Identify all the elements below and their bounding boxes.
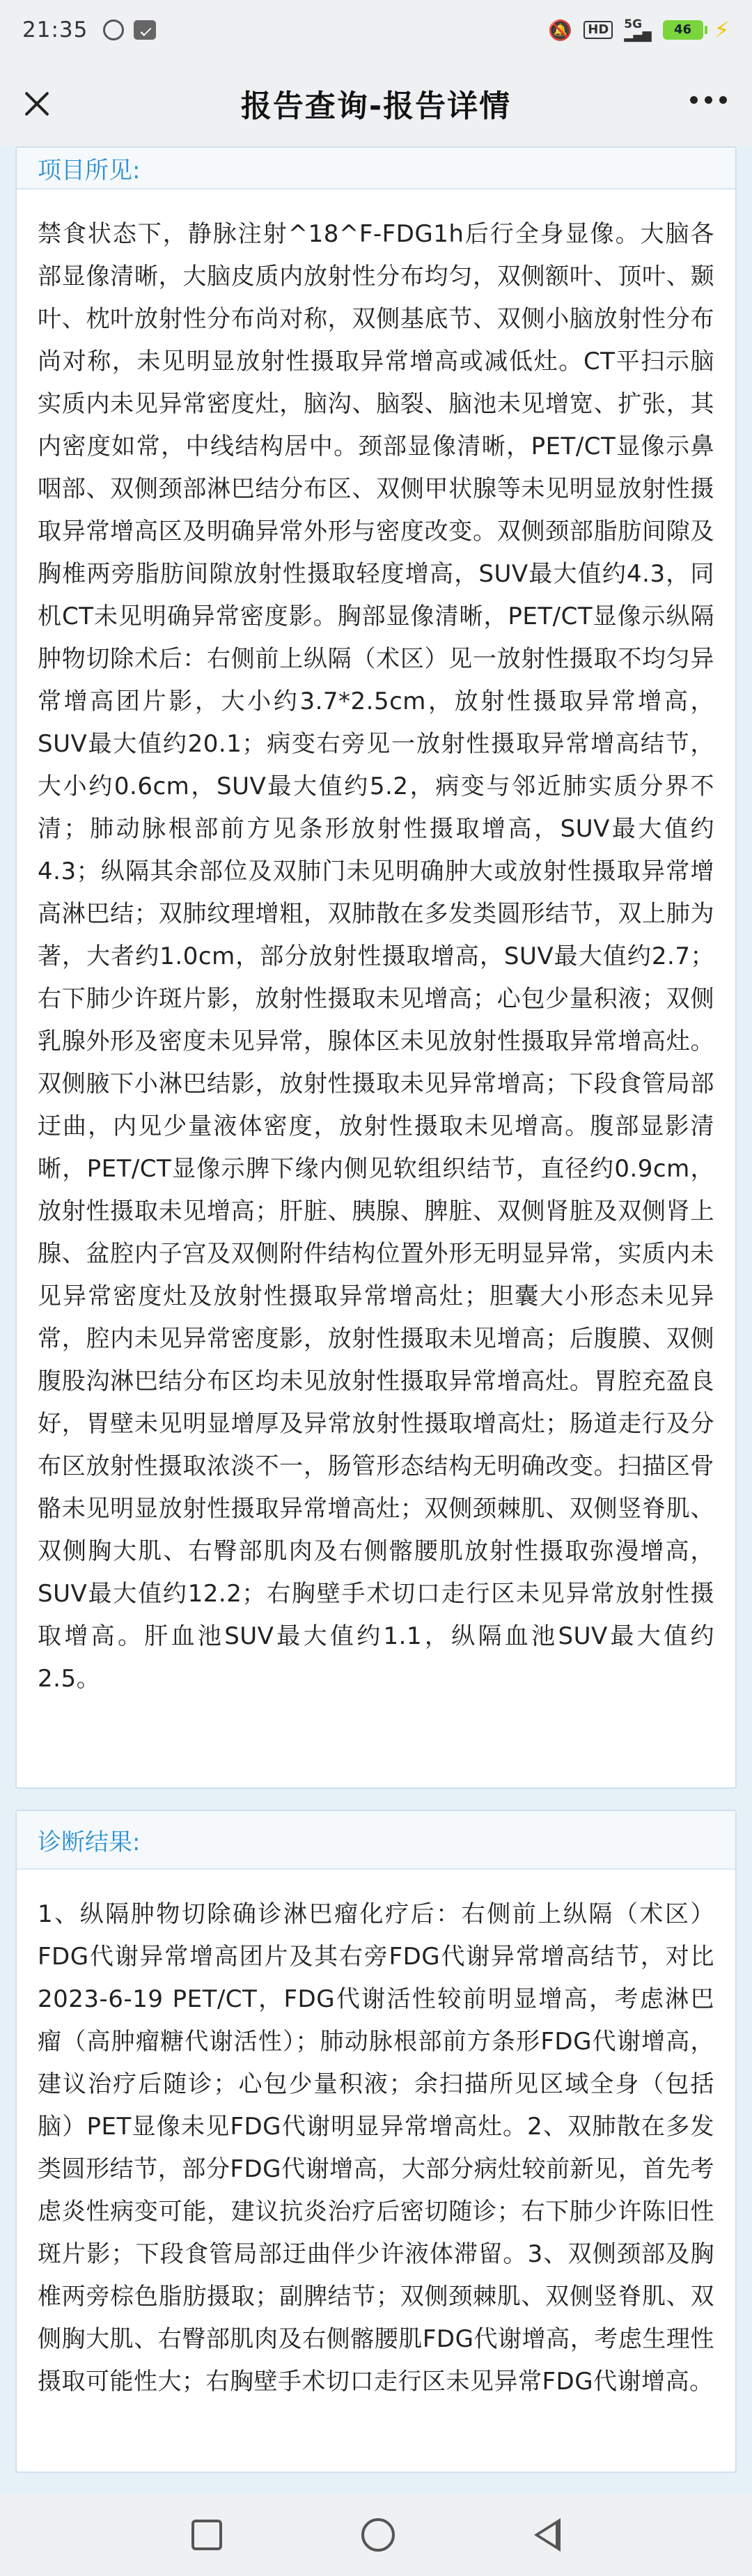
title-bar — [0, 60, 752, 146]
diagnosis-heading: 诊断结果: — [17, 1811, 735, 1870]
status-bar — [0, 0, 752, 60]
hd-icon: HD — [583, 21, 613, 39]
network-label: 5G — [624, 17, 643, 31]
more-dot — [705, 96, 712, 104]
notification-icons — [103, 20, 156, 40]
chat-bubble-icon — [103, 20, 124, 40]
page-title: 报告查询-报告详情 — [240, 88, 512, 124]
findings-text: 禁食状态下，静脉注射^18^F-FDG1h后行全身显像。大脑各部显像清晰，大脑皮质内放射性分布均匀，双侧额叶、顶叶、颞叶、枕叶放射性分布尚对称，双侧基底节、双侧小脑放射性分布尚对称，未见明显放射性摄取异常增高或减低灶。CT平扫示脑实质内未见异常密度灶，脑沟、脑裂、脑池未见增宽、扩张，其内密度如常，中线结构居中。颈部显像清晰，PET/CT显像示鼻咽部、双侧颈部淋巴结分布区、双侧甲状腺等未见明显放射性摄取异常增高区及明确异常外形与密度改变。双侧颈部脂肪间隙及胸椎两旁脂肪间隙放射性摄取轻度增高，SUV最大值约4.3，同机CT未见明确异常密度影。胸部显像清晰，PET/CT显像示纵隔肿物切除术后：右侧前上纵隔（术区）见一放射性摄取不均匀异常增高团片影，大小约3.7*2.5cm，放射性摄取异常增高，SUV最大值约20.1；病变右旁见一放射性摄取异常增高结节，大小约0.6cm，SUV最大值约5.2，病变与邻近肺实质分界不清；肺动脉根部前方见条形放射性摄取增高，SUV最大值约4.3；纵隔其余部位及双肺门未见明确肿大或放射性摄取异常增高淋巴结；双肺纹理增粗，双肺散在多发类圆形结节，双上肺为著，大者约1.0cm，部分放射性摄取增高，SUV最大值约2.7；右下肺少许斑片影，放射性摄取未见增高；心包少量积液；双侧乳腺外形及密度未见异常，腺体区未见放射性摄取异常增高灶。双侧腋下小淋巴结影，放射性摄取未见异常增高；下段食管局部迂曲，内见少量液体密度，放射性摄取未见增高。腹部显影清晰，PET/CT显像示脾下缘内侧见软组织结节，直径约0.9cm，放射性摄取未见增高；肝脏、胰腺、脾脏、双侧肾脏及双侧肾上腺、盆腔内子宫及双侧附件结构位置外形无明显异常，实质内未见异常密度灶及放射性摄取异常增高灶；胆囊大小形态未见异常，腔内未见异常密度影，放射性摄取未见增高；后腹膜、双侧腹股沟淋巴结分布区均未见放射性摄取异常增高灶。胃腔充盈良好，胃壁未见明显增厚及异常放射性摄取增高灶；肠道走行及分布区放射性摄取浓淡不一，肠管形态结构无明确改变。扫描区骨骼未见明显放射性摄取异常增高灶；双侧颈棘肌、双侧竖脊肌、双侧胸大肌、右臀部肌肉及右侧髂腰肌放射性摄取弥漫增高，SUV最大值约12.2；右胸壁手术切口走行区未见异常放射性摄取增高。肝血池SUV最大值约1.1，纵隔血池SUV最大值约2.5。 — [38, 220, 714, 1693]
home-button[interactable] — [361, 2518, 395, 2552]
mute-icon: 🔕 — [548, 18, 573, 42]
status-time: 21:35 — [22, 17, 88, 42]
navigation-bar — [0, 2494, 752, 2576]
signal-bars-icon: ▂▄▆ — [624, 29, 652, 42]
diagnosis-card — [15, 1810, 737, 2473]
status-right — [548, 17, 730, 43]
close-icon[interactable] — [19, 86, 54, 121]
back-button[interactable] — [534, 2518, 561, 2552]
more-options-icon[interactable] — [690, 96, 727, 104]
charging-icon: ⚡ — [714, 17, 730, 43]
findings-heading: 项目所见: — [17, 148, 735, 189]
signal-icon — [624, 19, 651, 41]
battery-icon: 46 — [663, 20, 703, 40]
findings-card — [15, 146, 737, 1789]
more-dot — [690, 96, 698, 104]
diagnosis-text: 1、纵隔肿物切除确诊淋巴瘤化疗后：右侧前上纵隔（术区）FDG代谢异常增高团片及其右旁FDG代谢异常增高结节，对比2023-6-19 PET/CT，FDG代谢活性较前明显增高，考虑淋巴瘤（高肿瘤糖代谢活性）；肺动脉根部前方条形FDG代谢增高，建议治疗后随诊；心包少量积液；余扫描所见区域全身（包括脑）PET显像未见FDG代谢明显异常增高灶。2、双肺散在多发类圆形结节，部分FDG代谢增高，大部分病灶较前新见，首先考虑炎性病变可能，建议抗炎治疗后密切随诊；右下肺少许陈旧性斑片影；下段食管局部迂曲伴少许液体滞留。3、双侧颈部及胸椎两旁棕色脂肪摄取；副脾结节；双侧颈棘肌、双侧竖脊肌、双侧胸大肌、右臀部肌肉及右侧髂腰肌FDG代谢增高，考虑生理性摄取可能性大；右胸壁手术切口走行区未见异常FDG代谢增高。 — [38, 1900, 714, 2396]
message-icon — [134, 20, 156, 40]
recent-apps-button[interactable] — [191, 2520, 222, 2550]
more-dot — [719, 96, 727, 104]
